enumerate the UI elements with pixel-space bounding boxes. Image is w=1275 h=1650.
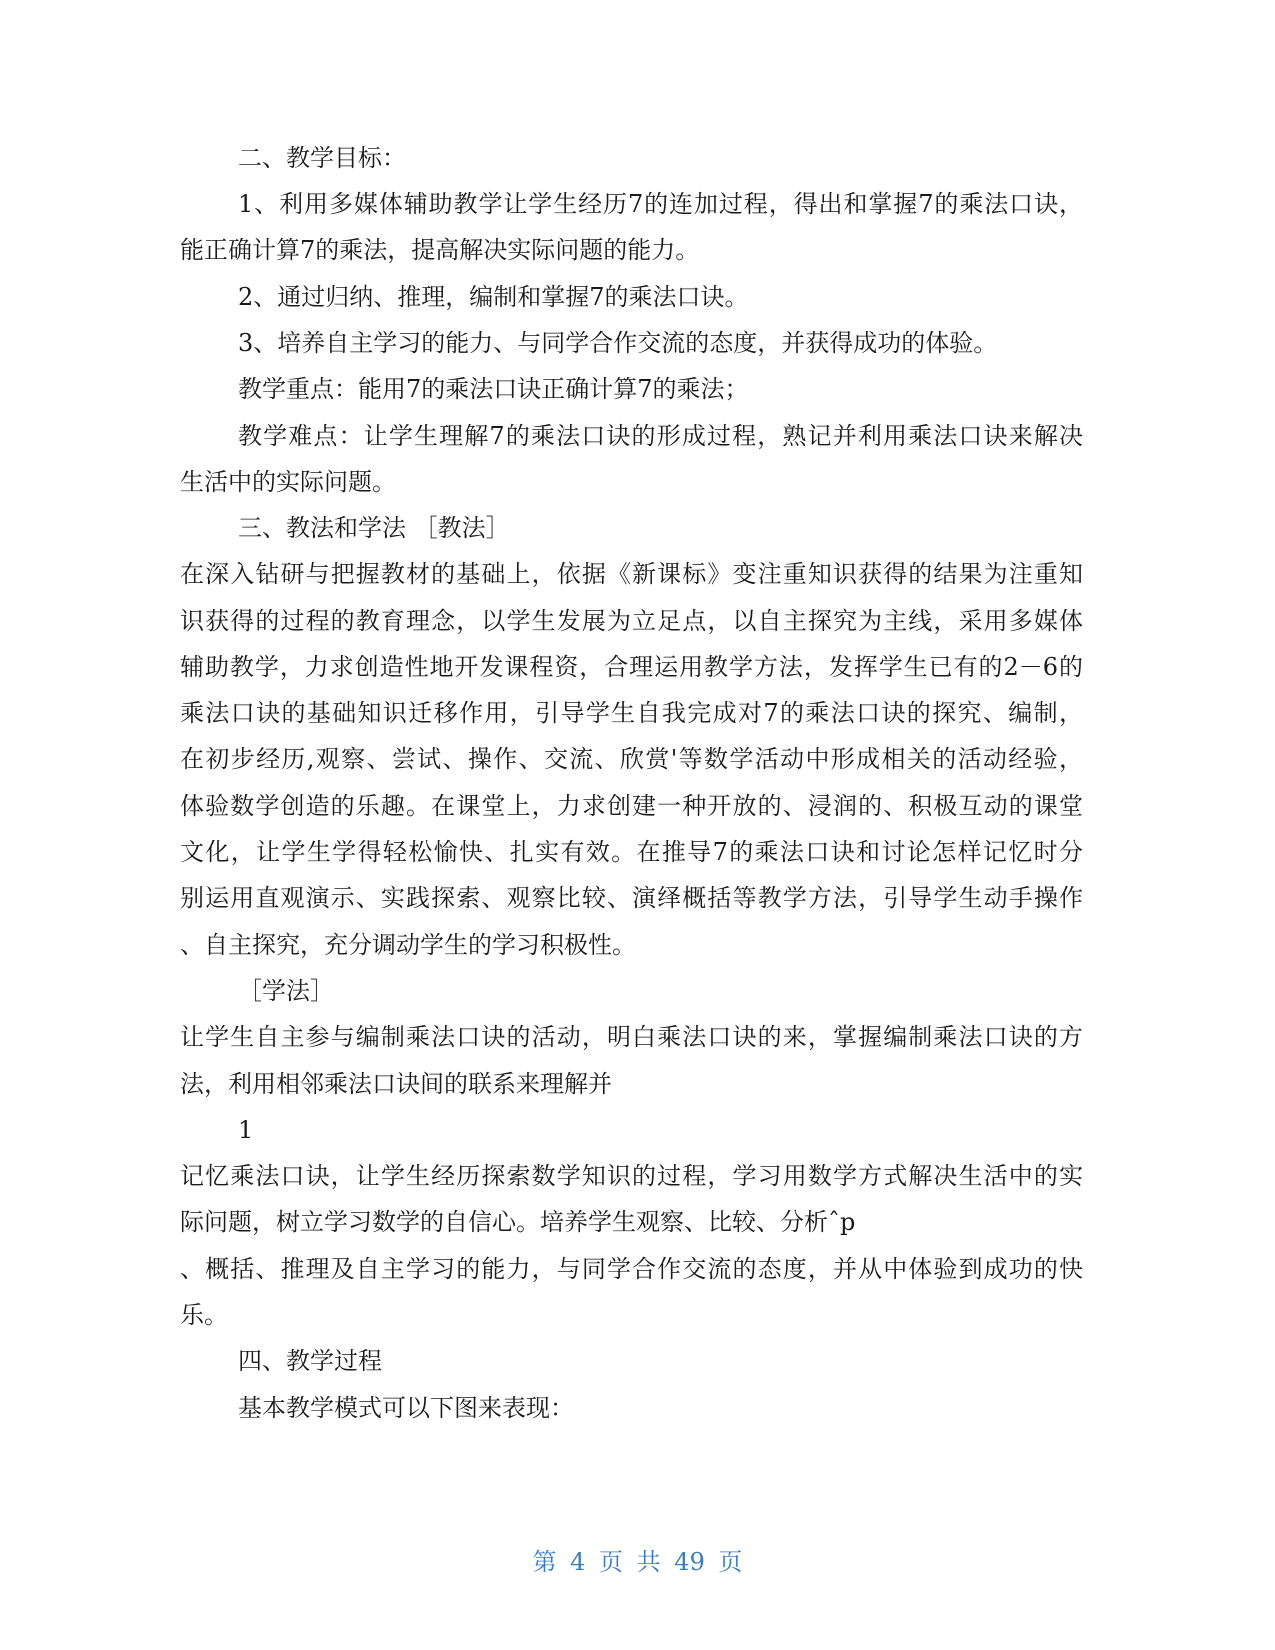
section-heading-objectives: 二、教学目标： [238,144,406,172]
paragraph-line: 、自主探究，充分调动学生的学习积极性。 [180,931,636,959]
paragraph-line: 在深入钻研与把握教材的基础上，依据《新课标》变注重知识获得的结果为注重知 [180,560,1083,588]
paragraph-line: 让学生自主参与编制乘法口诀的活动，明白乘法口诀的来，掌握编制乘法口诀的方 [180,1023,1083,1051]
paragraph-line: 1、利用多媒体辅助教学让学生经历7的连加过程，得出和掌握7的乘法口诀， [238,190,1083,218]
paragraph-line: 乘法口诀的基础知识迁移作用，引导学生自我完成对7的乘法口诀的探究、编制， [180,699,1083,727]
paragraph-line: 别运用直观演示、实践探索、观察比较、演绎概括等教学方法，引导学生动手操作 [180,884,1083,912]
paragraph-line: 3、培养自主学习的能力、与同学合作交流的态度，并获得成功的体验。 [238,329,998,357]
section-heading-process: 四、教学过程 [238,1347,382,1375]
section-heading-methods: 三、教法和学法 ［教法］ [238,514,510,542]
paragraph-line: 文化，让学生学得轻松愉快、扎实有效。在推导7的乘法口诀和讨论怎样记忆时分 [180,838,1083,866]
paragraph-line: 教学难点：让学生理解7的乘法口诀的形成过程，熟记并利用乘法口诀来解决 [238,422,1083,450]
paragraph-line: 能正确计算7的乘法，提高解决实际问题的能力。 [180,236,700,264]
paragraph-line: 际问题，树立学习数学的自信心。培养学生观察、比较、分析ˆp [180,1208,856,1236]
paragraph-line: 体验数学创造的乐趣。在课堂上，力求创建一种开放的、浸润的、积极互动的课堂 [180,792,1083,820]
inline-page-number: 1 [238,1116,254,1144]
page-footer: 第 4 页 共 49 页 [532,1548,743,1576]
paragraph-line: 识获得的过程的教育理念，以学生发展为立足点，以自主探究为主线，采用多媒体 [180,607,1083,635]
paragraph-line: 、概括、推理及自主学习的能力，与同学合作交流的态度，并从中体验到成功的快 [180,1255,1083,1283]
paragraph-line: 生活中的实际问题。 [180,468,396,496]
subheading-learning-methods: ［学法］ [238,977,334,1005]
paragraph-line: 法，利用相邻乘法口诀间的联系来理解并 [180,1070,612,1098]
paragraph-line: 记忆乘法口诀，让学生经历探索数学知识的过程，学习用数学方式解决生活中的实 [180,1162,1083,1190]
paragraph-line: 乐。 [180,1301,228,1329]
paragraph-line: 辅助教学，力求创造性地开发课程资，合理运用教学方法，发挥学生已有的2－6的 [180,653,1083,681]
paragraph-line: 基本教学模式可以下图来表现： [238,1394,574,1422]
paragraph-line: 在初步经历,观察、尝试、操作、交流、欣赏'等数学活动中形成相关的活动经验， [180,745,1083,773]
paragraph-line: 教学重点：能用7的乘法口诀正确计算7的乘法； [238,375,749,403]
paragraph-line: 2、通过归纳、推理，编制和掌握7的乘法口诀。 [238,283,749,311]
